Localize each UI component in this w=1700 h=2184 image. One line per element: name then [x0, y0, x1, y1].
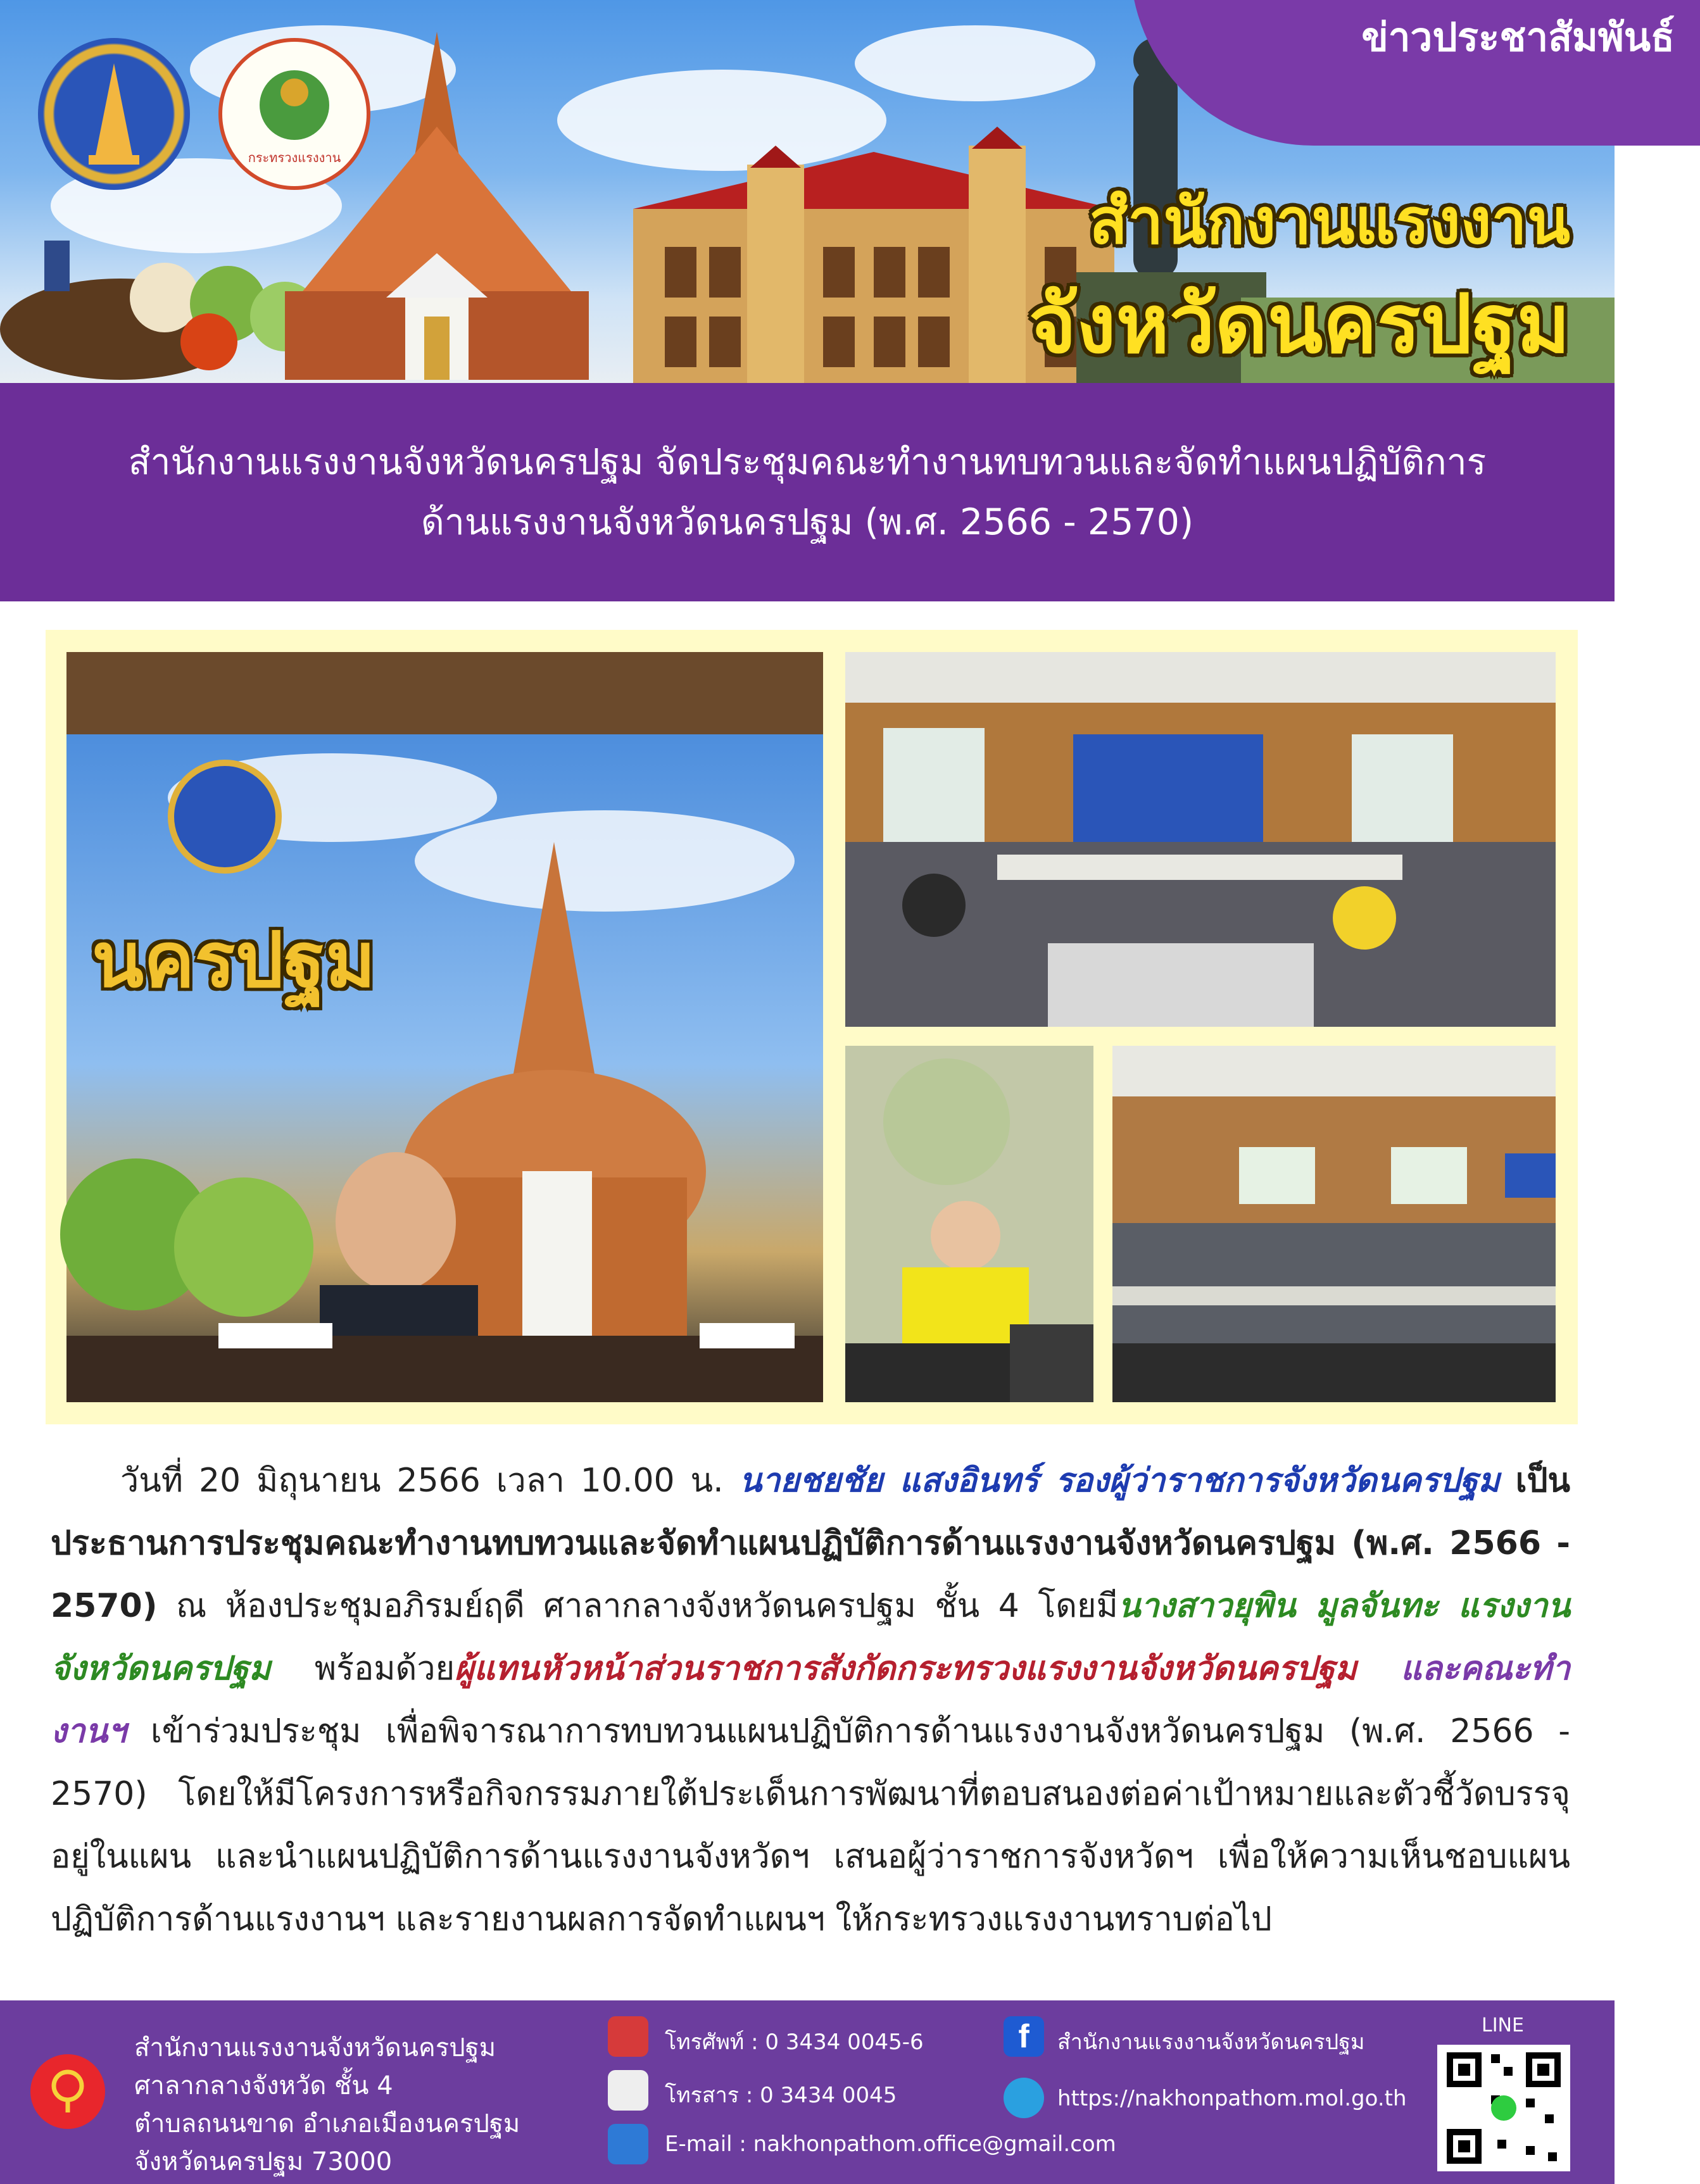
- photo-director: [845, 1046, 1093, 1402]
- photo-attendees: [1112, 1046, 1556, 1402]
- meeting-location: ณ ห้องประชุมอภิรมย์ฤดี ศาลากลางจังหวัดนครปฐม ชั้น 4 โดยมี: [157, 1587, 1118, 1625]
- map-pin-glyph: [30, 2054, 105, 2129]
- website-url[interactable]: https://nakhonpathom.mol.go.th: [1057, 2086, 1407, 2111]
- director-name: นางสาวยุพิน มูลจันทะ แรงงานจังหวัดนครปฐม: [51, 1587, 1570, 1688]
- facebook-icon: f: [1004, 2016, 1044, 2057]
- headline-line1: สำนักงานแรงงานจังหวัดนครปฐม จัดประชุมคณะทำงานทบทวนและจัดทำแผนปฏิบัติการ: [128, 441, 1487, 483]
- address-line3: ตำบลถนนขาด อำเภอเมืองนครปฐม: [134, 2109, 520, 2138]
- phone-icon: [608, 2016, 648, 2057]
- location-pin-icon: [30, 2054, 105, 2129]
- photo-meeting-room: [845, 652, 1556, 1027]
- province-seal-logo: [38, 38, 190, 190]
- pr-badge-label: ข่าวประชาสัมพันธ์: [1361, 16, 1675, 60]
- meeting-title: เป็นประธานการประชุมคณะทำงานทบทวนและจัดทำแผนปฏิบัติการด้านแรงงานจังหวัดนครปฐม (พ.ศ. 2566 - 2570): [51, 1462, 1571, 1625]
- director-scene: [845, 1046, 1093, 1402]
- email-icon: [608, 2124, 648, 2164]
- representatives: ผู้แทนหัวหน้าส่วนราชการสังกัดกระทรวงแรงงานจังหวัดนครปฐม: [455, 1650, 1357, 1688]
- address-line1: สำนักงานแรงงานจังหวัดนครปฐม: [134, 2033, 496, 2062]
- email-address[interactable]: E-mail : nakhonpathom.office@gmail.com: [665, 2131, 1116, 2157]
- globe-icon: [1004, 2078, 1044, 2118]
- meeting-room-scene: [845, 652, 1556, 1027]
- headline-band: [0, 383, 1615, 601]
- phone-number[interactable]: โทรศัพท์ : 0 3434 0045-6: [665, 2030, 924, 2055]
- qr-code-icon: [1437, 2045, 1570, 2171]
- pagoda-seal-icon: [38, 38, 190, 190]
- headline-line2: ด้านแรงงานจังหวัดนครปฐม (พ.ศ. 2566 - 2570): [420, 501, 1194, 543]
- chairman-scene: [66, 652, 823, 1402]
- facebook-page[interactable]: สำนักงานแรงงานจังหวัดนครปฐม: [1057, 2030, 1365, 2055]
- body-intro: วันที่ 20 มิถุนายน 2566 เวลา 10.00 น.: [120, 1462, 740, 1500]
- working-team: และคณะทำงานฯ: [51, 1650, 1571, 1750]
- address-line4: จังหวัดนครปฐม 73000: [134, 2147, 393, 2176]
- line-label: LINE: [1482, 2014, 1524, 2037]
- attendees-scene: [1112, 1046, 1556, 1402]
- chairman-name: นายชยชัย แสงอินทร์ รองผู้ว่าราชการจังหวัดนครปฐม: [739, 1462, 1500, 1500]
- fax-number: โทรสาร : 0 3434 0045: [665, 2083, 897, 2108]
- ministry-emblem-icon: [222, 42, 367, 186]
- body-with: พร้อมด้วย: [270, 1650, 455, 1688]
- backdrop-province-text: นครปฐม: [92, 918, 376, 1003]
- photo-chairman: [66, 652, 823, 1402]
- header-banner: [0, 0, 1675, 383]
- body-purpose: เข้าร่วมประชุม เพื่อพิจารณาการทบทวนแผนปฏิบัติการด้านแรงงานจังหวัดนครปฐม (พ.ศ. 2566 - 2570) โดยให้มีโครงการหรือกิจกรรมภายใต้ประเด็นการพัฒนาที่ตอบสนองต่อค่าเป้าหมายและตัวชี้วัดบรรจุอยู่ในแผน และนำแผนปฏิบัติการด้านแรงงานจังหวัดฯ เสนอผู้ว่าราชการจังหวัดฯ เพื่อให้ความเห็นชอบแผนปฏิบัติการด้านแรงงานฯ และรายงานผลการจัดทำแผนฯ ให้กระทรวงแรงงานทราบต่อไป: [51, 1712, 1570, 1938]
- line-qr-code[interactable]: [1437, 2045, 1570, 2171]
- news-body: [51, 1450, 1570, 1951]
- footer: [0, 2000, 1615, 2184]
- ministry-logo-text: กระทรวงแรงงาน: [248, 150, 341, 165]
- fax-icon: [608, 2070, 648, 2111]
- office-title-line1: สำนักงานแรงงาน: [1089, 186, 1570, 257]
- office-title-line2: จังหวัดนครปฐม: [1029, 279, 1570, 370]
- ministry-labour-logo: [218, 38, 370, 190]
- address-line2: ศาลากลางจังหวัด ชั้น 4: [134, 2071, 393, 2100]
